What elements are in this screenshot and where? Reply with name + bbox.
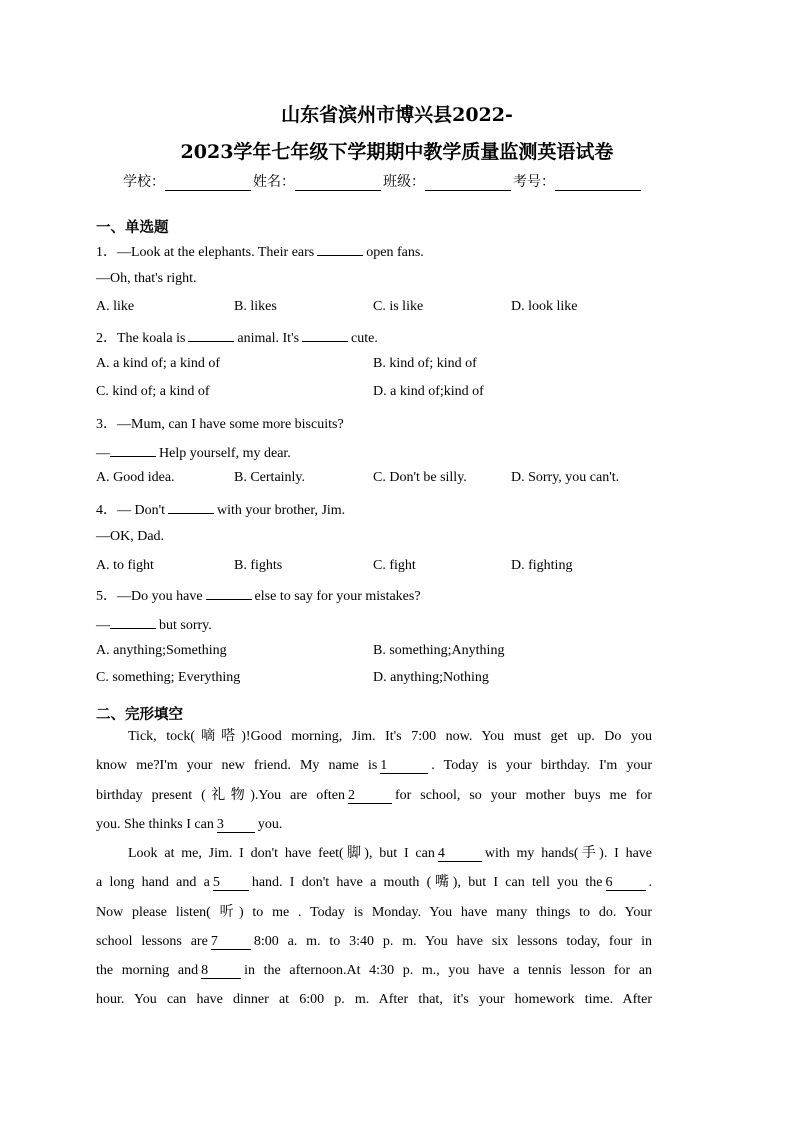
question-2-option-a[interactable]: A. a kind of; a kind of [96,356,221,371]
exam-title-line1: 山东省滨州市博兴县2022- [281,104,513,126]
question-1-reply: —Oh, that's right. [96,271,197,286]
exam-number-field[interactable] [555,176,641,191]
cloze-paragraph-2 [96,839,652,1015]
question-4-option-a[interactable]: A. to fight [96,558,154,573]
student-info-row [123,171,643,191]
question-3-option-b[interactable]: B. Certainly. [234,470,306,485]
paragraph-line: you. She thinks I can 3 you. [96,816,283,832]
paragraph-line: Now please listen( 听) to me . Today is Monday. You have many things to do. Your [96,904,652,920]
question-3-reply: — Help yourself, my dear. [96,443,291,462]
paragraph-line: Tick, tock(嘀嗒)!Good morning, Jim. It's 7:00 now. You must get up. Do you [128,729,652,744]
question-2-option-c[interactable]: C. kind of; a kind of [96,384,210,399]
question-5-option-d[interactable]: D. anything;Nothing [373,670,489,685]
exam-number-label: 考号： [513,174,555,190]
question-4-stem: 4．— Don't with your brother, Jim. [96,499,345,519]
question-4-reply: —OK, Dad. [96,529,165,544]
question-4-option-b[interactable]: B. fights [234,558,283,573]
question-4-option-c[interactable]: C. fight [373,558,416,573]
section-heading-single-choice: 一、单选题 [96,220,169,236]
answer-blank [188,328,234,342]
cloze-blank-2: 2 [348,789,392,804]
question-5-option-c[interactable]: C. something; Everything [96,670,241,685]
question-1-option-b[interactable]: B. likes [234,299,277,314]
cloze-blank-3: 3 [217,818,255,833]
cloze-blank-1: 1 [380,759,428,774]
question-3-stem: 3．—Mum, can I have some more biscuits? [96,417,344,432]
answer-blank [206,586,252,600]
question-1-option-d[interactable]: D. look like [511,299,578,314]
question-3-option-a[interactable]: A. Good idea. [96,470,175,485]
answer-blank [317,242,363,256]
exam-title-line2: 2023学年七年级下学期期中教学质量监测英语试卷 [180,141,614,163]
name-field[interactable] [295,176,381,191]
paragraph-line: Look at me, Jim. I don't have feet(脚), but I can 4 with my hands(手). I have [128,846,653,861]
answer-blank [110,615,156,629]
question-3-option-c[interactable]: C. Don't be silly. [373,470,467,485]
paragraph-line: hour. You can have dinner at 6:00 p. m. After that, it's your homework time. After [96,992,652,1008]
question-5-option-b[interactable]: B. something;Anything [373,643,505,658]
question-2-option-d[interactable]: D. a kind of;kind of [373,384,484,399]
cloze-paragraph-1 [96,722,652,839]
question-1-option-a[interactable]: A. like [96,299,135,314]
cloze-blank-4: 4 [438,847,482,862]
paragraph-line: school lessons are 7 8:00 a. m. to 3:40 p. m. You have six lessons today, four in [96,933,653,949]
cloze-blank-8: 8 [201,964,241,979]
paragraph-line: know me?I'm your new friend. My name is 1 . Today is your birthday. I'm your [96,758,652,774]
answer-blank [110,443,156,457]
name-label: 姓名： [253,174,295,190]
section-heading-cloze: 二、完形填空 [96,707,183,723]
answer-blank [168,500,214,514]
cloze-blank-7: 7 [211,935,251,950]
question-1-stem: 1．—Look at the elephants. Their ears open fans. [96,241,424,261]
paragraph-line: birthday present (礼物).You are often 2 for school, so your mother buys me for [96,787,652,803]
question-2-stem: 2．The koala is animal. It's cute. [96,327,378,347]
school-field[interactable] [165,176,251,191]
question-2-option-b[interactable]: B. kind of; kind of [373,356,477,371]
paragraph-line: a long hand and a 5 hand. I don't have a mouth (嘴), but I can tell you the 6 . [96,875,653,891]
question-5-reply: — but sorry. [96,615,212,634]
paragraph-line: the morning and 8 in the afternoon.At 4:30 p. m., you have a tennis lesson for an [96,963,652,979]
question-1-option-c[interactable]: C. is like [373,299,424,314]
question-5-stem: 5．—Do you have else to say for your mistakes? [96,585,421,605]
question-3-option-d[interactable]: D. Sorry, you can't. [511,470,620,485]
question-5-option-a[interactable]: A. anything;Something [96,643,227,658]
cloze-blank-6: 6 [606,876,646,891]
class-label: 班级： [383,174,425,190]
class-field[interactable] [425,176,511,191]
question-4-option-d[interactable]: D. fighting [511,558,573,573]
answer-blank [302,328,348,342]
cloze-blank-5: 5 [213,876,249,891]
school-label: 学校： [123,174,165,190]
